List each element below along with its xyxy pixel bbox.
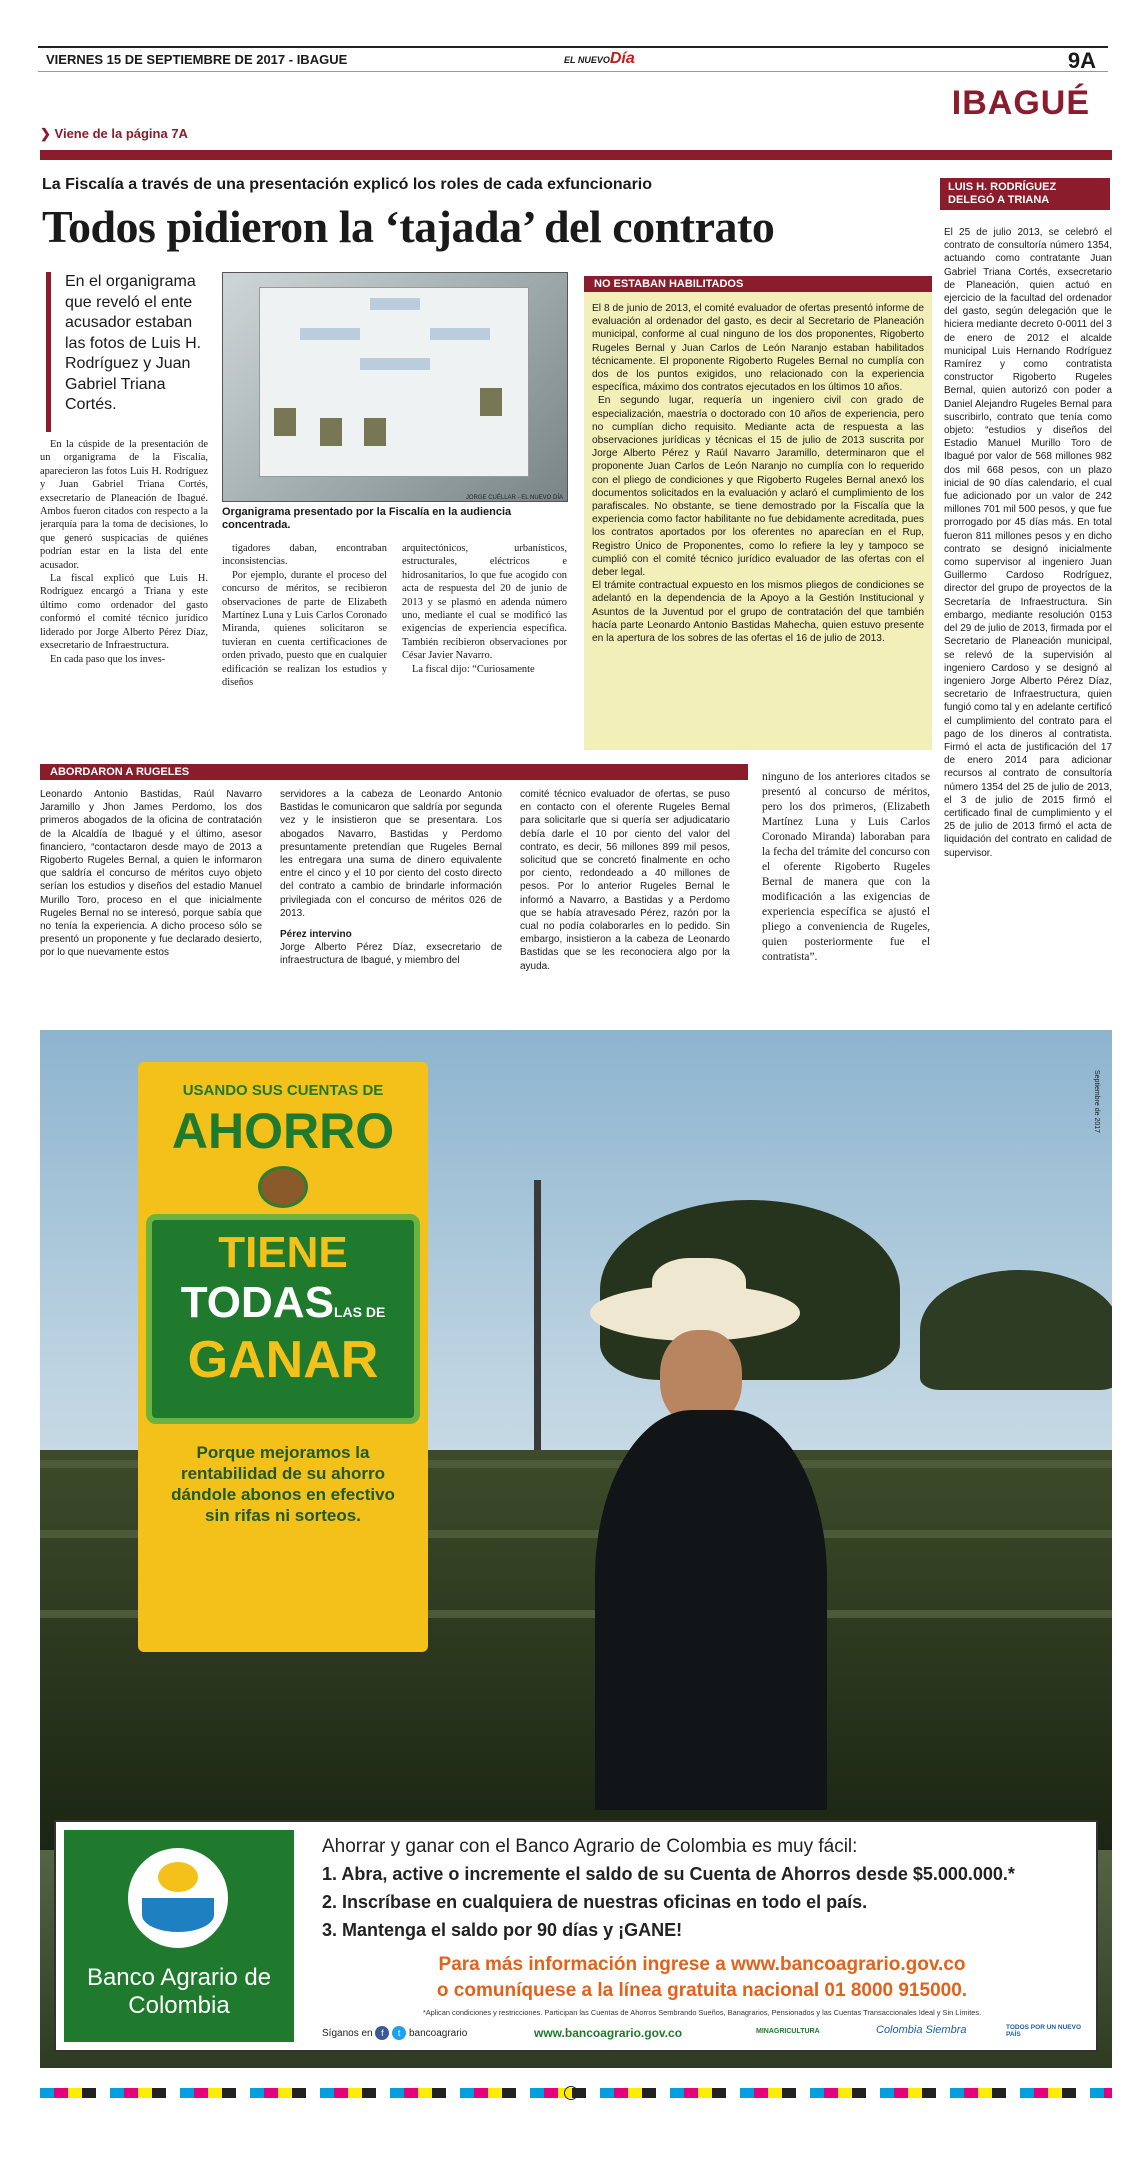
rugeles-col-4: ninguno de los anteriores citados se presentó al concurso de méritos, pero los dos primeros, (Elizabeth Martínez Luna y Luis Carlos Coronado Miranda) laboraban para la fecha del trámite del concurso con el oferente Rigoberto Rugeles Bernal de manera que con la modificación a las exigencias de experiencia específica se ajustó el pliego a conveniencia de Rugeles, quien posteriormente fue el contratista”. (762, 771, 930, 963)
arrow-icon: ❯ (40, 126, 55, 141)
header-bar (38, 46, 1108, 72)
registration-target-icon (564, 2086, 578, 2100)
photo-credit: JORGE CUÉLLAR - EL NUEVO DÍA (465, 495, 563, 501)
section-rule (40, 150, 1112, 160)
bank-name: Banco Agrario de Colombia (86, 1964, 272, 2019)
sidebar-title: LUIS H. RODRÍGUEZ DELEGÓ A TRIANA (940, 178, 1110, 210)
org-node (360, 358, 430, 370)
ministry-logo: MINAGRICULTURA (756, 2028, 820, 2035)
body-column-1: En la cúspide de la presentación de un organigrama de la Fiscalía, aparecieron las fotos Luis H. Rodríguez y Juan Gabriel Triana Cortés, exsecretario de Planeación de Ibagué. Ambos fueron citados con respecto a la jerarquía para la toma de decisiones, lo que generó suspicacias de quiénes podrían estar en la lista del ente acusador. La fiscal explicó que Luis H. Rodríguez encargó a Triana y este último como ordenador del gasto conformó el comité técnico jurídico liderado por Jorge Alberto Pérez Díaz, exsecretario de Infraestructura. En cada paso que los inves- (40, 439, 208, 665)
bank-logo-icon (128, 1848, 228, 1948)
org-node (300, 328, 360, 340)
sidebar-text: El 25 de julio 2013, se celebró el contrato de consultoría número 1354, actuando como contratante Juan Gabriel Triana Cortés, exsecretario de Planeación, quien actuó en ejercicio de la facultad del ordenador del gasto, según delegación que le hiciera mediante decreto 0-0011 del 3 de enero de 2012 el alcalde municipal Luis Hernando Rodríguez Ramírez y como contratista constructor Rigoberto Rugeles Bernal, quien autorizó con poder a Daniel Alejandro Rugeles Bernal para suscribirlo, contrato que tenía como objeto: “estudios y diseños del Estadio Manuel Murillo Toro de Ibagué por valor de 568 millones 982 dos mil 668 pesos, con un plazo inicial de 90 días calendario, el cual fue adicionado por un valor de 242 millones 701 mil 500 pesos, y que fue prorrogado por 45 días más. En total fueron 811 millones pesos y en dicho contrato se designó inicialmente como supervisor al ingeniero Juan Guillermo Cardoso Rodríguez, director del grupo de proyectos de la Secretaría de Infraestructura. Sin embargo, mediante resolución 0153 del 29 de julio de 2013, firmada por el Secretario de Planeación municipal, se relevó de la supervisión al ingeniero Cardoso y se designó al ingeniero Jorge Alberto Pérez Díaz, secretario de Infraestructura, quien fungió como tal y en adelante certificó el cumplimiento del contrato para el pago de los dineros al contratista. Firmó el acta de justificación del 17 de enero 2014 para adicionar recursos al contrato de consultoría número 1354 del 25 de julio de 2013, el 3 de julio de 2015 firmó el certificado final de cumplimiento y el 25 de julio de 2013 firmó el acta de liquidación del contrato en calidad de supervisor. (944, 227, 1112, 859)
todos-logo: TODOS POR UN NUEVO PAÍS (1006, 2024, 1082, 2038)
box-title: NO ESTABAN HABILITADOS (584, 276, 932, 292)
step-1: 1. Abra, active o incremente el saldo de su Cuenta de Ahorros desde $5.000.000.* (322, 1864, 1015, 1884)
org-node (430, 328, 490, 340)
promo-ahorro: AHORRO (171, 1103, 395, 1159)
rugeles-title: ABORDARON A RUGELES (40, 764, 748, 780)
promo-tiene: TIENE (218, 1228, 348, 1277)
twitter-icon[interactable]: t (392, 2026, 406, 2040)
bank-logo (64, 1830, 294, 2042)
portrait-photo (274, 408, 296, 436)
body-column-3: arquitectónicos, urbanísticos, estructurales, eléctricos e hidrosanitarios, lo que fue acogido con acta de respuesta del 20 de junio de 2013 y se plasmó en adenda número uno, mediante el cual se modificó las exigencias de experiencia específica. También recibieron observaciones por César Javier Navarro. La fiscal dijo: “Curiosamente (402, 543, 567, 675)
rugeles-col-3: comité técnico evaluador de ofertas, se puso en contacto con el oferente Rugeles Bernal para solicitarle que si quería ser adjudicatario debía darle el 10 por ciento del valor del contrato, es decir, 56 millones 899 mil pesos, solicitud que se concretó finalmente en ocho por ciento, redondeado a 40 millones de pesos. Por lo anterior Rugeles Bernal le informó a Navarro, a Bastidas y a Perdomo que se había atravesado Pérez, razón por la cual no podía colaborarles en lo pedido. Sin embargo, insistieron a la cabeza de Leonardo Bastidas que se les reconociera algo por la ayuda. (520, 789, 730, 972)
header-logo: EL NUEVODía (564, 50, 635, 67)
continued-from: ❯ Viene de la página 7A (40, 126, 188, 141)
footer-intro: Ahorrar y ganar con el Banco Agrario de Colombia es muy fácil: (322, 1836, 858, 1857)
pull-quote: En el organigrama que reveló el ente acusador estaban las fotos de Luis H. Rodríguez y Juan Gabriel Triana Cortés. (46, 272, 214, 432)
family-icon (258, 1166, 308, 1208)
rugeles-col-2: servidores a la cabeza de Leonardo Antonio Bastidas le comunicaron que saldría por segunda vez y le insistieron que se presentara. Los abogados Navarro, Bastidas y Perdomo presuntamente pretendían que Rugeles Bernal les entregara una suma de dinero equivalente entre el cinco y el 10 por ciento del costo directo del contrato a cambio de brindarle información privilegiada con el concurso de méritos 026 de 2013. Pérez intervino Jorge Alberto Pérez Díaz, exsecretario de infraestructura de Ibagué, y miembro del (280, 789, 502, 967)
step-3: 3. Mantenga el saldo por 90 días y ¡GANE! (322, 1920, 683, 1940)
promo-todas: TODASLAS DE (180, 1278, 386, 1327)
body-column-2: tigadores daban, encontraban inconsistencias. Por ejemplo, durante el proceso del concurso de méritos, se recibieron observaciones de parte de Elizabeth Martínez Luna y Luis Carlos Coronado Miranda, quienes solicitaron se tuvieran en cuenta certificaciones de orden privado, puesto que en cualquier edificación se realizan los estudios y diseños (222, 543, 387, 689)
man-body (595, 1410, 827, 1810)
step-2: 2. Inscríbase en cualquiera de nuestras oficinas en todo el país. (322, 1892, 868, 1912)
ad-side-date: Septiembre de 2017 (1093, 1070, 1100, 1134)
portrait-photo (480, 388, 502, 416)
no-habilitados-box: NO ESTABAN HABILITADOS El 8 de junio de 2013, el comité evaluador de ofertas presentó informe de evaluación al ordenador del gasto, es decir al Secretario de Planeación municipal, conforme al cual ninguno de los dos proponentes, Rigoberto Rugeles Bernal y Juan Carlos de León Naranjo estaban habilitados técnicamente. El proponente Rigoberto Rugeles Bernal no cumplía con dos de los puntos exigidos, uno relacionado con la experiencia específica, máximo dos contratos ejecutados en los últimos 10 años. En segundo lugar, requería un ingeniero civil con grado de especialización, maestría o doctorado con 10 años de experiencia, pero no cumplían dicho requisito. Mediante acta de respuesta a las observaciones jurídicas y técnicas el 15 de julio de 2013 suscrita por Jorge Alberto Pérez y Raúl Navarro Jaramillo, determinaron que el proponente Juan Carlos de León Naranjo no cumplía con lo requerido con el pliego de condiciones y que Rigoberto Rugeles Bernal anexó los documentos solicitados en la evaluación y aclaró el cumplimiento de los parafiscales. No obstante, se tiene demostrado por la Fiscalía que la experiencia como factor habilitante no fue debidamente acreditada, pues los contratos aportados por los oferentes no aparecían en el Rup, Registro Único de Proponentes, como lo refiere la ley y tampoco se cumplió con el comité técnico jurídico evaluador de las ofertas con el deber legal. El trámite contractual expuesto en los mismos pliegos de condiciones se adelantó en la dependencia de la Apoyo a la Gestión Institucional y Asuntos de la Juventud por el grupo de contratación del que también hacía parte Leonardo Antonio Bastidas Mahecha, quien estuvo presente en la apertura de los sobres de las ofertas el 16 de julio de 2013. (584, 276, 932, 750)
organigram-photo (222, 272, 568, 502)
rugeles-col-1: Leonardo Antonio Bastidas, Raúl Navarro Jaramillo y Jhon James Perdomo, los dos primeros abogados de la oficina de contratación de la Alcaldía de Ibagué y el último, asesor financiero, “contactaron desde mayo de 2013 a Rigoberto Rugeles Bernal, a quien le informaron que saldría el concurso de méritos cuyo objeto serían los estudios y diseños del estadio Manuel Murillo Toro, proceso en el que inicialmente Rugeles Bernal no se interesó, porque sabía que no tenía la experiencia. A dicho proceso sólo se presentó un proponente y fue declarado desierto, por lo que nuevamente estos (40, 789, 262, 959)
bank-logo-leaf (142, 1898, 214, 1932)
header-date: VIERNES 15 DE SEPTIEMBRE DE 2017 - IBAGUE (46, 52, 348, 67)
org-node (370, 298, 420, 310)
photo-caption: Organigrama presentado por la Fiscalía en la audiencia concentrada. (222, 506, 512, 531)
tree-silhouette (920, 1270, 1112, 1390)
promo-ganar: GANAR (187, 1331, 379, 1389)
social-follow: Síganos en f t bancoagrario (322, 2028, 468, 2039)
bank-advertisement (40, 1030, 1112, 2068)
siembra-logo: Colombia Siembra (876, 2024, 967, 2036)
promo-using: USANDO SUS CUENTAS DE (182, 1082, 384, 1099)
kicker: La Fiscalía a través de una presentación explicó los roles de cada exfuncionario (42, 176, 653, 193)
footer-url[interactable]: www.bancoagrario.gov.co (534, 2026, 683, 2040)
social-handle[interactable]: bancoagrario (408, 2028, 468, 2039)
bank-logo-sun (158, 1862, 198, 1892)
facebook-icon[interactable]: f (375, 2026, 389, 2040)
info-line-2: o comuníquese a la línea gratuita nacional 01 8000 915000. (436, 1980, 968, 2001)
hat-crown (652, 1258, 746, 1318)
page-number: 9A (1067, 48, 1096, 73)
disclaimer: *Aplican condiciones y restricciones. Participan las Cuentas de Ahorros Sembrando Sueños, Banagrarios, Pensionados y las Cuentas Transaccionales Ideal y Sin Límites. (422, 2008, 982, 2017)
promo-tagline: Porque mejoramos la rentabilidad de su ahorro dándole abonos en efectivo sin rifas ni sorteos. (171, 1443, 395, 1525)
portrait-photo (364, 418, 386, 446)
headline: Todos pidieron la ‘tajada’ del contrato (42, 201, 775, 252)
portrait-photo (320, 418, 342, 446)
projection-screen (259, 287, 529, 477)
ad-footer-panel (54, 1820, 1098, 2052)
info-line-1: Para más información ingrese a www.bancoagrario.gov.co (438, 1954, 966, 1975)
section-title: IBAGUÉ (951, 84, 1090, 122)
